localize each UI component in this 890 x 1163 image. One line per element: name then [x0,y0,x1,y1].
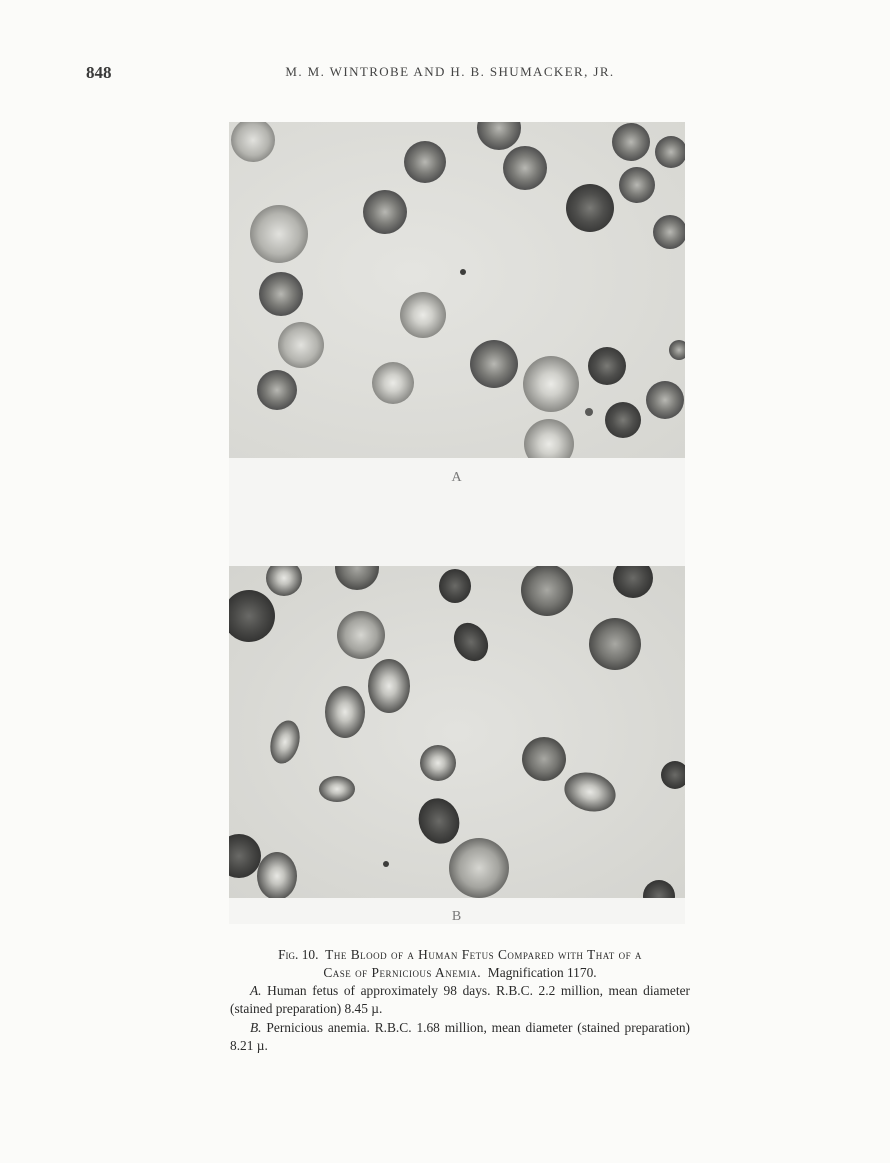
caption-paragraph-a [230,982,690,1018]
micrograph-a-image [229,122,685,458]
page-number: 848 [86,63,112,82]
panel-a-label: A [451,470,463,485]
caption-title [230,946,690,982]
caption-paragraph-b [230,1019,690,1055]
caption-magnification: Magnification 1170. [487,965,597,980]
caption-b-letter: B. [250,1020,262,1035]
micrograph-b-image [229,566,685,898]
caption-title-line1: The Blood of a Human Fetus Compared with That of a [325,947,642,962]
figure-plate [229,122,685,924]
caption-b-text: Pernicious anemia. R.B.C. 1.68 million, mean diameter (stained preparation) 8.21 µ. [230,1020,690,1053]
panel-b-label: B [451,909,463,924]
micrograph-panel-a [229,122,685,458]
running-head: M. M. WINTROBE AND H. B. SHUMACKER, JR. [285,64,615,79]
micrograph-panel-b [229,566,685,898]
caption-a-letter: A. [250,983,262,998]
caption-a-text: Human fetus of approximately 98 days. R.B.C. 2.2 million, mean diameter (stained preparation) 8.45 µ. [230,983,690,1016]
caption-title-line2: Case of Pernicious Anemia. [323,965,482,980]
figure-caption [230,946,690,1055]
figure-label: Fig. 10. [278,947,319,962]
